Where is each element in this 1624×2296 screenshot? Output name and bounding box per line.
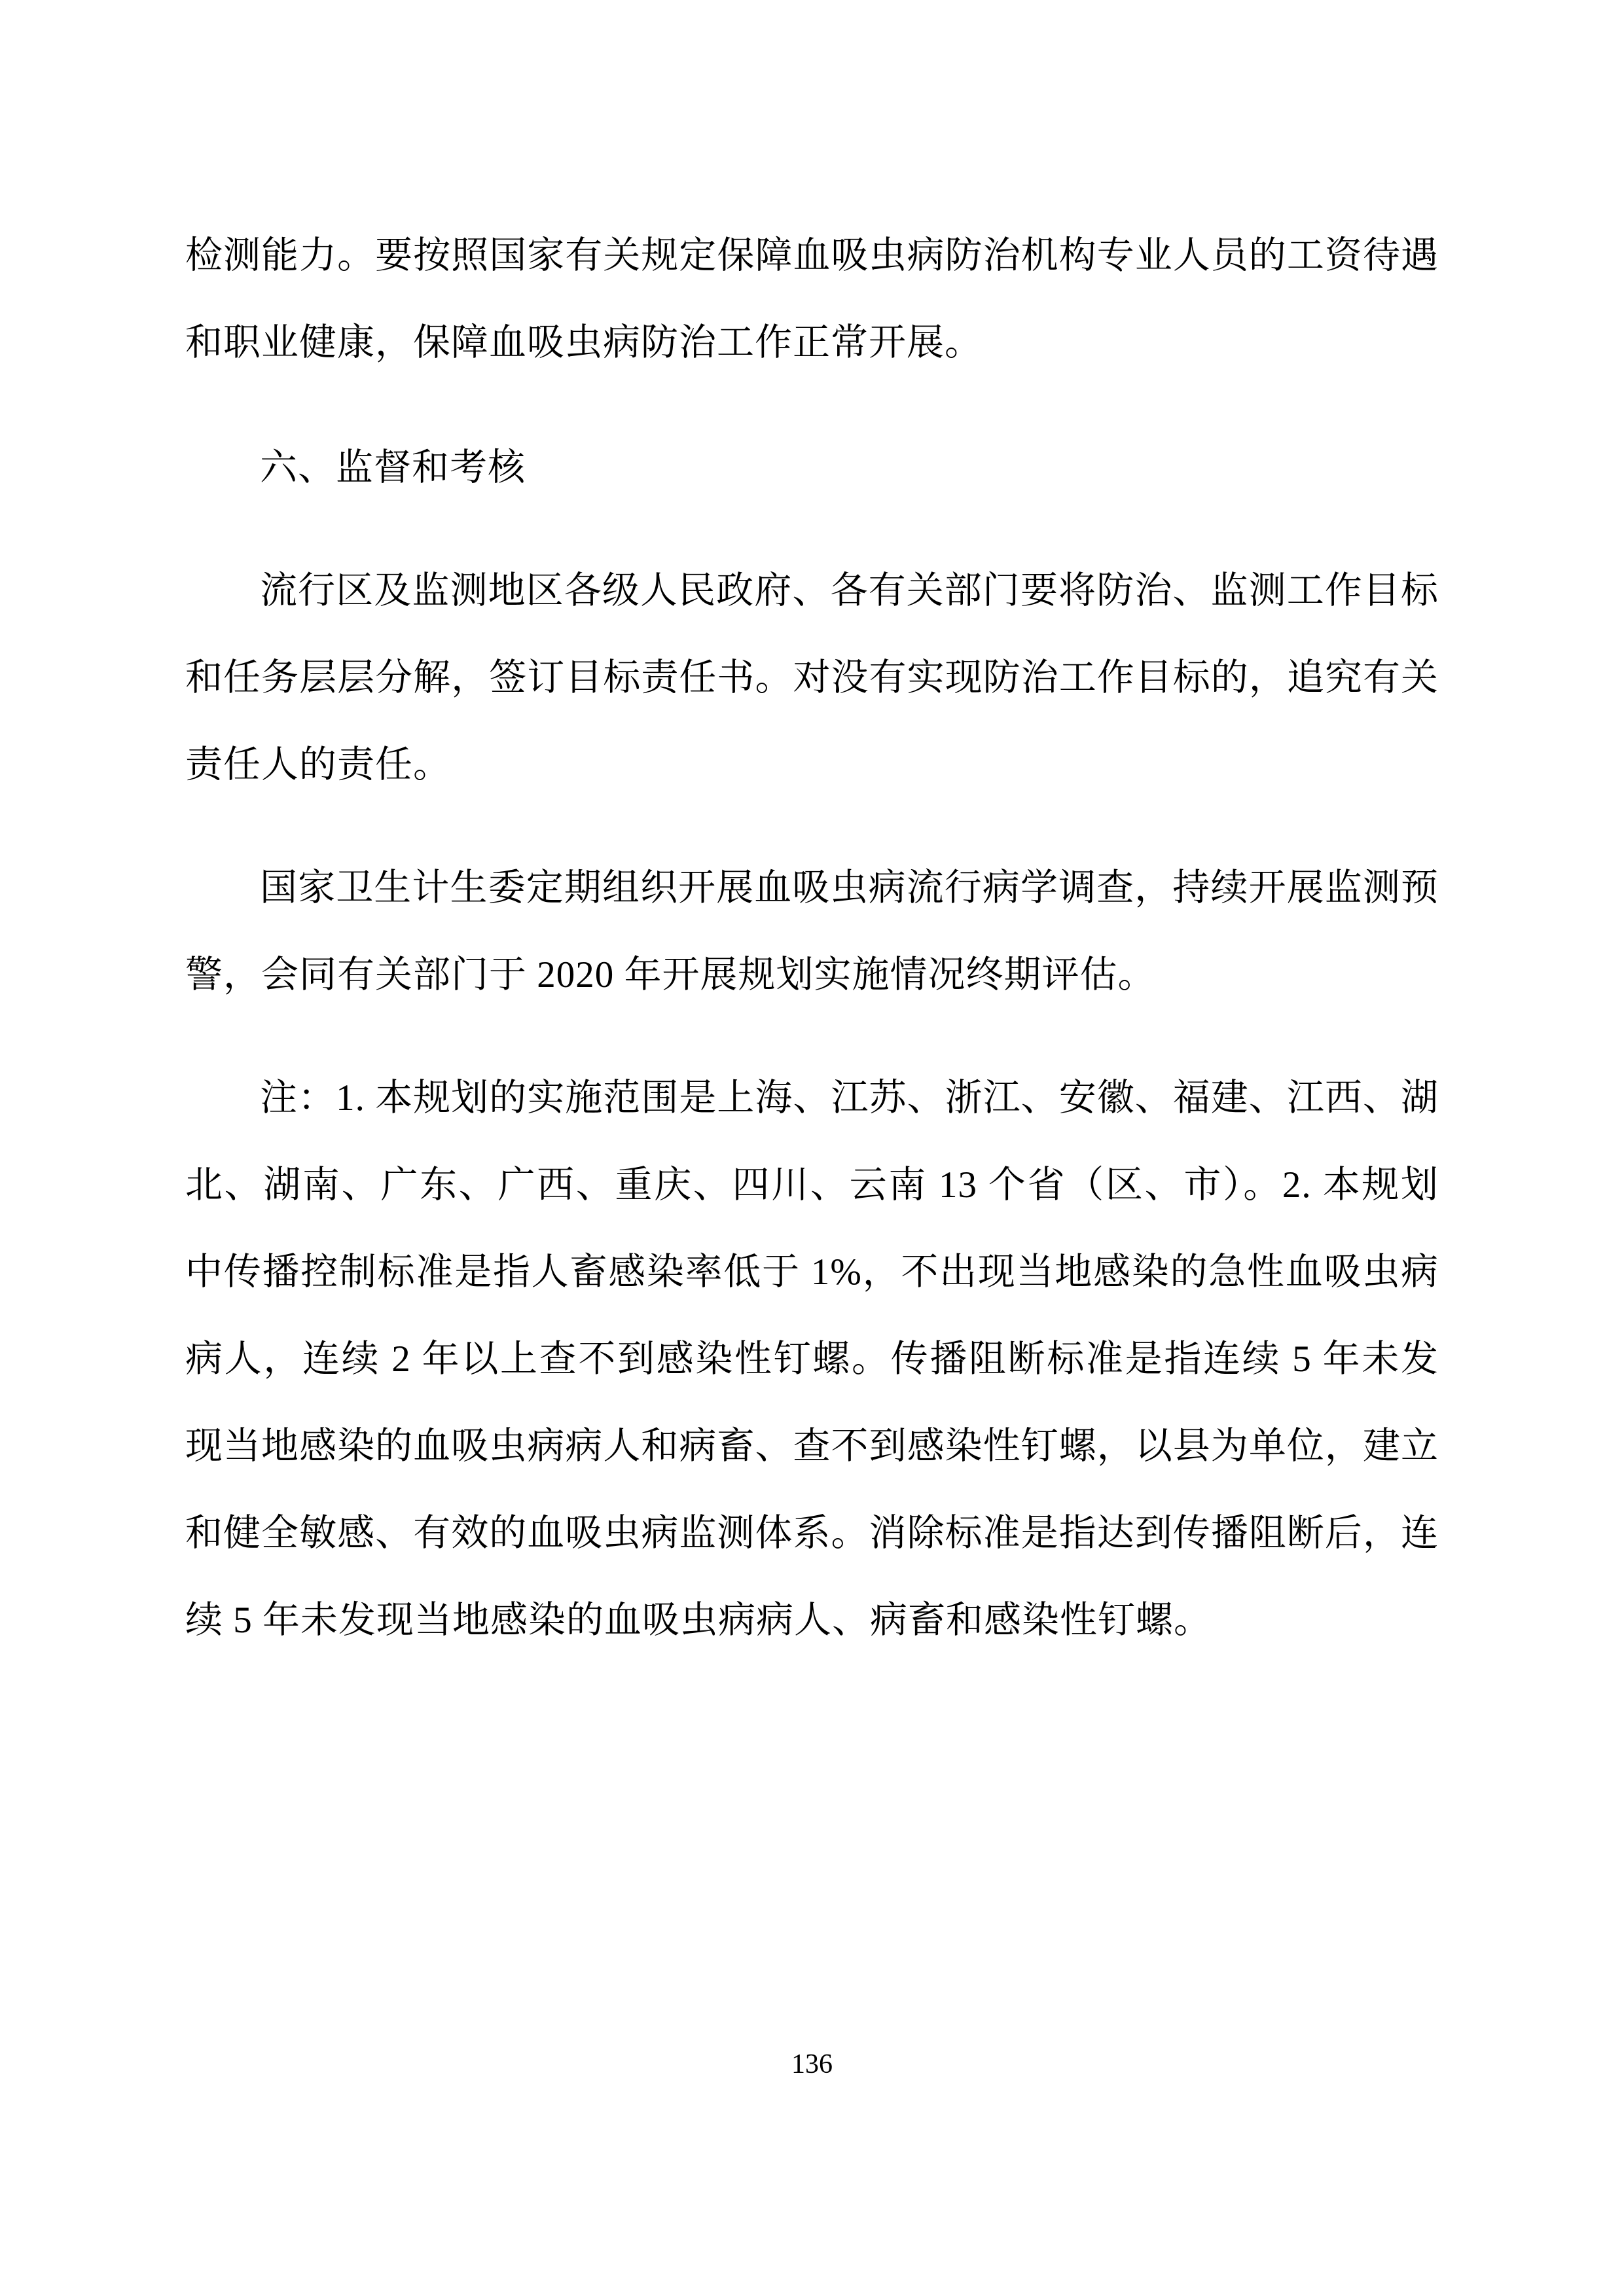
paragraph-evaluation: 国家卫生计生委定期组织开展血吸虫病流行病学调查，持续开展监测预警，会同有关部门于 2020 年开展规划实施情况终期评估。 <box>185 867 1439 996</box>
paragraph-continuation: 检测能力。要按照国家有关规定保障血吸虫病防治机构专业人员的工资待遇和职业健康，保障血吸虫病防治工作正常开展。 <box>185 235 1439 363</box>
page-content <box>185 212 1439 1664</box>
page-footer <box>0 2047 1624 2081</box>
paragraph-notes: 注：1. 本规划的实施范围是上海、江苏、浙江、安徽、福建、江西、湖北、湖南、广东、广西、重庆、四川、云南 13 个省（区、市）。2. 本规划中传播控制标准是指人畜感染率低于 1%，不出现当地感染的急性血吸虫病病人，连续 2 年以上查不到感染性钉螺。传播阻断标准是指连续 5 年未发现当地感染的血吸虫病病人和病畜、查不到感染性钉螺，以县为单位，建立和健全敏感、有效的血吸虫病监测体系。消除标准是指达到传播阻断后，连续 5 年未发现当地感染的血吸虫病病人、病畜和感染性钉螺。 <box>185 1077 1439 1641</box>
section-heading: 六、监督和考核 <box>260 447 526 488</box>
paragraph-supervision: 流行区及监测地区各级人民政府、各有关部门要将防治、监测工作目标和任务层层分解，签订目标责任书。对没有实现防治工作目标的，追究有关责任人的责任。 <box>185 570 1439 785</box>
page-number: 136 <box>791 2049 833 2079</box>
